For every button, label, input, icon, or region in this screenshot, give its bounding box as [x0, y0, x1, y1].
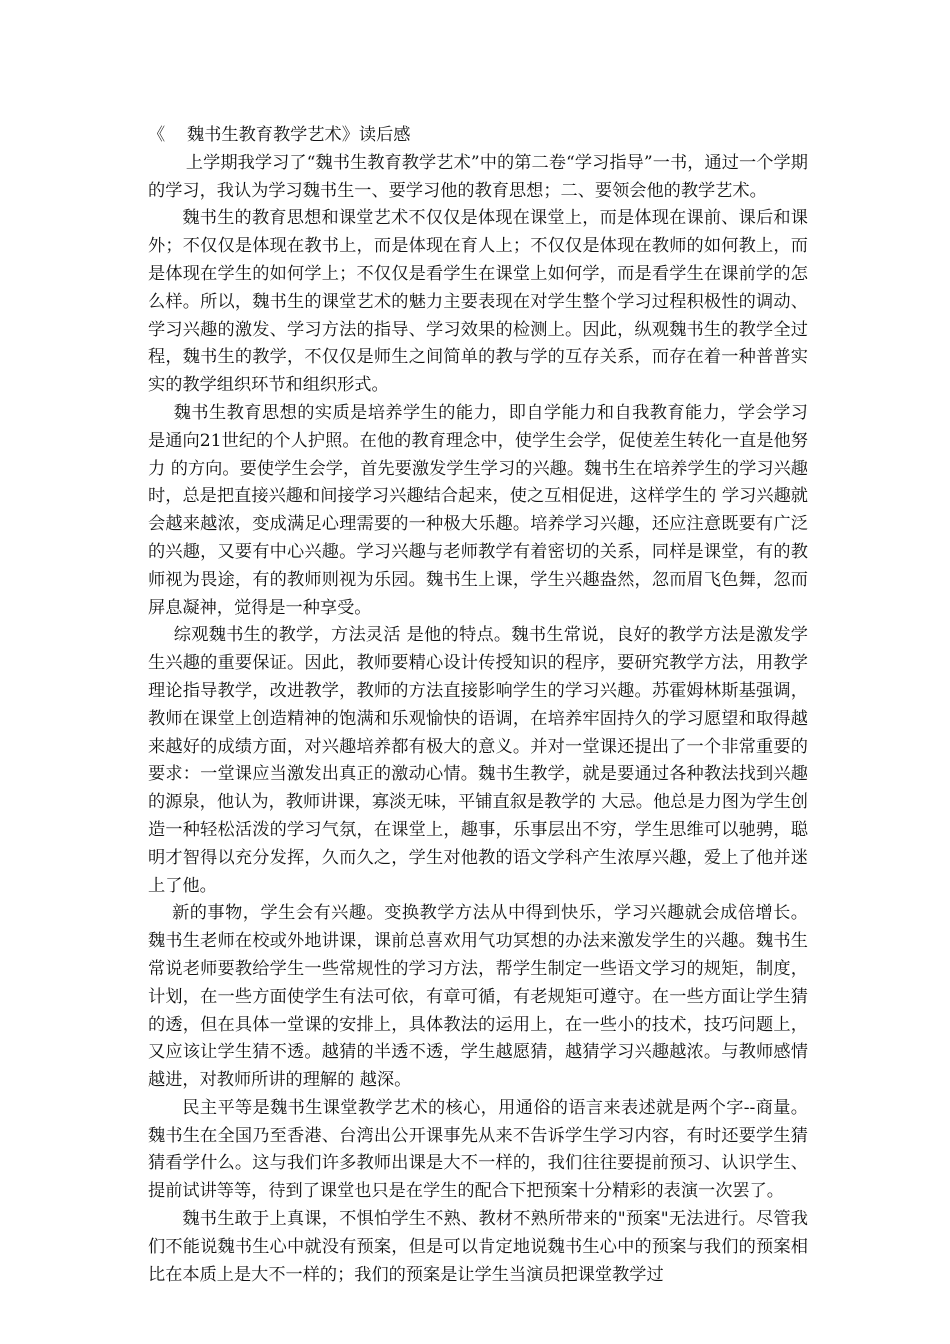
document-page [148, 122, 808, 1289]
paragraph: 魏书生的教育思想和课堂艺术不仅仅是体现在课堂上，而是体现在课前、课后和课外；不仅仅是体现在教书上，而是体现在育人上；不仅仅是体现在教师的如何教上，而是体现在学生的如何学上；不仅仅是看学生在课堂上如何学，而是看学生在课前学的怎么样。所以，魏书生的课堂艺术的魅力主要表现在对学生整个学习过程积极性的调动、学习兴趣的激发、学习方法的指导、学习效果的检测上。因此，纵观魏书生的教学全过程，魏书生的教学，不仅仅是师生之间简单的教与学的互存关系，而存在着一种普普实实的教学组织环节和组织形式。 [148, 208, 808, 396]
paragraph: 魏书生教育思想的实质是培养学生的能力，即自学能力和自我教育能力，学会学习是通向21世纪的个人护照。在他的教育理念中，使学生会学，促使差生转化一直是他努力 的方向。要使学生会学，首先要激发学生学习的兴趣。魏书生在培养学生的学习兴趣时，总是把直接兴趣和间接学习兴趣结合起来，使之互相促进，这样学生的 学习兴趣就会越来越浓，变成满足心理需要的一种极大乐趣。培养学习兴趣，还应注意既要有广泛的兴趣，又要有中心兴趣。学习兴趣与老师教学有着密切的关系，同样是课堂，有的教师视为畏途，有的教师则视为乐园。魏书生上课，学生兴趣盎然，忽而眉飞色舞，忽而屏息凝神，觉得是一种享受。 [148, 402, 808, 618]
paragraph: 综观魏书生的教学，方法灵活 是他的特点。魏书生常说，良好的教学方法是激发学生兴趣的重要保证。因此，教师要精心设计传授知识的程序，要研究教学方法，用教学理论指导教学，改进教学，教师的方法直接影响学生的学习兴趣。苏霍姆林斯基强调，教师在课堂上创造精神的饱满和乐观愉快的语调，在培养牢固持久的学习愿望和取得越来越好的成绩方面，对兴趣培养都有极大的意义。并对一堂课还提出了一个非常重要的要求：一堂课应当激发出真正的激动心情。魏书生教学，就是要通过各种教法找到兴趣的源泉，他认为，教师讲课，寡淡无味，平铺直叙是教学的 大忌。他总是力图为学生创造一种轻松活泼的学习气氛，在课堂上，趣事，乐事层出不穷，学生思维可以驰骋，聪明才智得以充分发挥，久而久之，学生对他教的语文学科产生浓厚兴趣，爱上了他并迷上了他。 [148, 625, 808, 896]
paragraph: 魏书生敢于上真课，不惧怕学生不熟、教材不熟所带来的"预案"无法进行。尽管我们不能说魏书生心中就没有预案，但是可以肯定地说魏书生心中的预案与我们的预案相比在本质上是大不一样的；我们的预案是让学生当演员把课堂教学过 [148, 1209, 808, 1285]
paragraph: 民主平等是魏书生课堂教学艺术的核心，用通俗的语言来表述就是两个字--商量。魏书生在全国乃至香港、台湾出公开课事先从来不告诉学生学习内容，有时还要学生猜猜看学什么。这与我们许多教师出课是大不一样的，我们往往要提前预习、认识学生、提前试讲等等，待到了课堂也只是在学生的配合下把预案十分精彩的表演一次罢了。 [148, 1097, 808, 1202]
document-title: 《 魏书生教育教学艺术》读后感 [148, 125, 411, 145]
paragraph: 上学期我学习了“魏书生教育教学艺术”中的第二卷“学习指导”一书，通过一个学期的学习，我认为学习魏书生一、要学习他的教育思想；二、要领会他的教学艺术。 [148, 152, 808, 201]
paragraph: 新的事物，学生会有兴趣。变换教学方法从中得到快乐，学习兴趣就会成倍增长。魏书生老师在校或外地讲课，课前总喜欢用气功冥想的办法来激发学生的兴趣。魏书生常说老师要教给学生一些常规性的学习方法，帮学生制定一些语文学习的规矩，制度，计划，在一些方面使学生有法可依，有章可循，有老规矩可遵守。在一些方面让学生猜的透，但在具体一堂课的安排上，具体教法的运用上，在一些小的技术，技巧问题上，又应该让学生猜不透。越猜的半透不透，学生越愿猜，越猜学习兴趣越浓。与教师感情越进，对教师所讲的理解的 越深。 [148, 903, 808, 1091]
